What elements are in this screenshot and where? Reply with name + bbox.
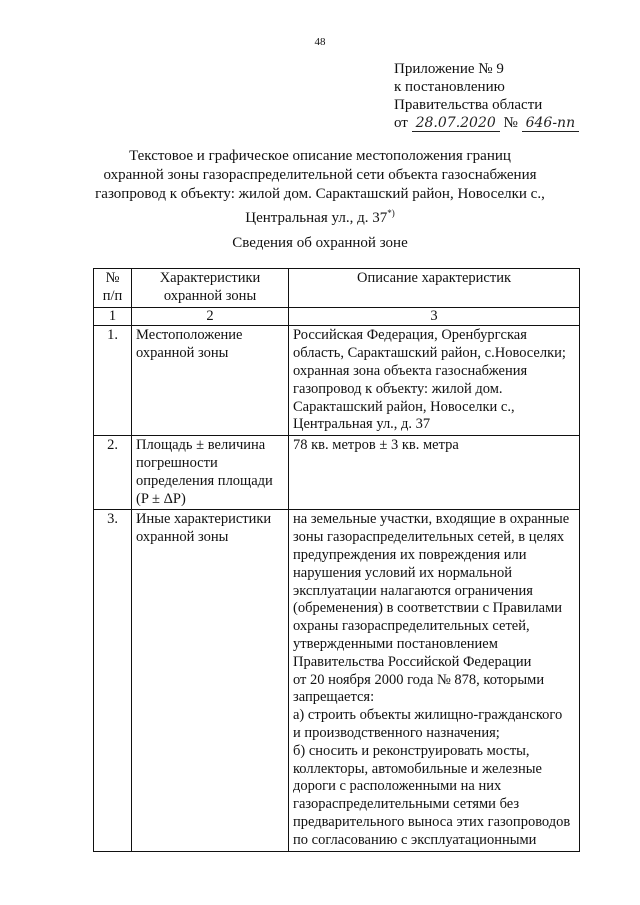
title-line-4: Центральная ул., д. 37 — [245, 210, 388, 226]
header-description: Описание характеристик — [289, 269, 580, 308]
handwritten-number: 646-пп — [522, 116, 580, 132]
row-description: Российская Федерация, Оренбургская область, Саракташский район, с.Новоселки; охранная зона объекта газоснабжения газопровод к объекту: жилой дом. Саракташский район, Новоселки с., Центральная ул., д. 37 — [289, 326, 580, 436]
title-line-4-wrap — [60, 204, 580, 228]
appendix-date-row — [394, 114, 579, 132]
row-characteristic: Площадь ± величина погрешности определения площади (P ± ΔP) — [132, 436, 289, 510]
number-label: № — [503, 115, 518, 131]
table-row — [94, 510, 580, 851]
appendix-line-3: Правительства области — [394, 97, 543, 113]
column-number-1: 1 — [94, 307, 132, 326]
column-number-3: 3 — [289, 307, 580, 326]
row-num: 3. — [94, 510, 132, 851]
row-description: 78 кв. метров ± 3 кв. метра — [289, 436, 580, 510]
from-label: от — [394, 115, 408, 131]
row-num: 2. — [94, 436, 132, 510]
header-num: № п/п — [94, 269, 132, 308]
row-characteristic: Иные характеристики охранной зоны — [132, 510, 289, 851]
table-row — [94, 326, 580, 436]
header-characteristic: Характеристики охранной зоны — [132, 269, 289, 308]
row-description: на земельные участки, входящие в охранные зоны газораспределительных сетей, в целях предупреждения их повреждения или нарушения условий их нормальной эксплуатации налагаются ограничения (обременения) в соответствии с Правилами охраны газораспределительных сетей, утвержденными постановлением Правительства Российской Федерации от 20 ноября 2000 года № 878, которыми запрещается: а) строить объекты жилищно-гражданского и производственного назначения; б) сносить и реконструировать мосты, коллекторы, автомобильные и железные дороги с расположенными на них газораспределительными сетями без предварительного выноса этих газопроводов по согласованию с эксплуатационными — [289, 510, 580, 851]
section-title: Сведения об охранной зоне — [232, 235, 408, 251]
appendix-line-1: Приложение № 9 — [394, 61, 504, 77]
title-line-1: Текстовое и графическое описание местоположения границ — [129, 148, 511, 164]
appendix-block — [394, 60, 579, 132]
zone-info-table — [93, 268, 580, 852]
row-num: 1. — [94, 326, 132, 436]
footnote-mark: *) — [387, 208, 395, 218]
row-characteristic: Местоположение охранной зоны — [132, 326, 289, 436]
column-number-2: 2 — [132, 307, 289, 326]
page-number: 48 — [314, 36, 326, 48]
handwritten-date: 28.07.2020 — [412, 116, 500, 132]
table-header-row — [94, 269, 580, 308]
appendix-line-2: к постановлению — [394, 79, 505, 95]
title-line-3: газопровод к объекту: жилой дом. Саракташский район, Новоселки с., — [95, 186, 545, 202]
document-title — [60, 147, 580, 228]
table-row — [94, 436, 580, 510]
column-number-row — [94, 307, 580, 326]
title-line-2: охранной зоны газораспределительной сети объекта газоснабжения — [103, 167, 537, 183]
